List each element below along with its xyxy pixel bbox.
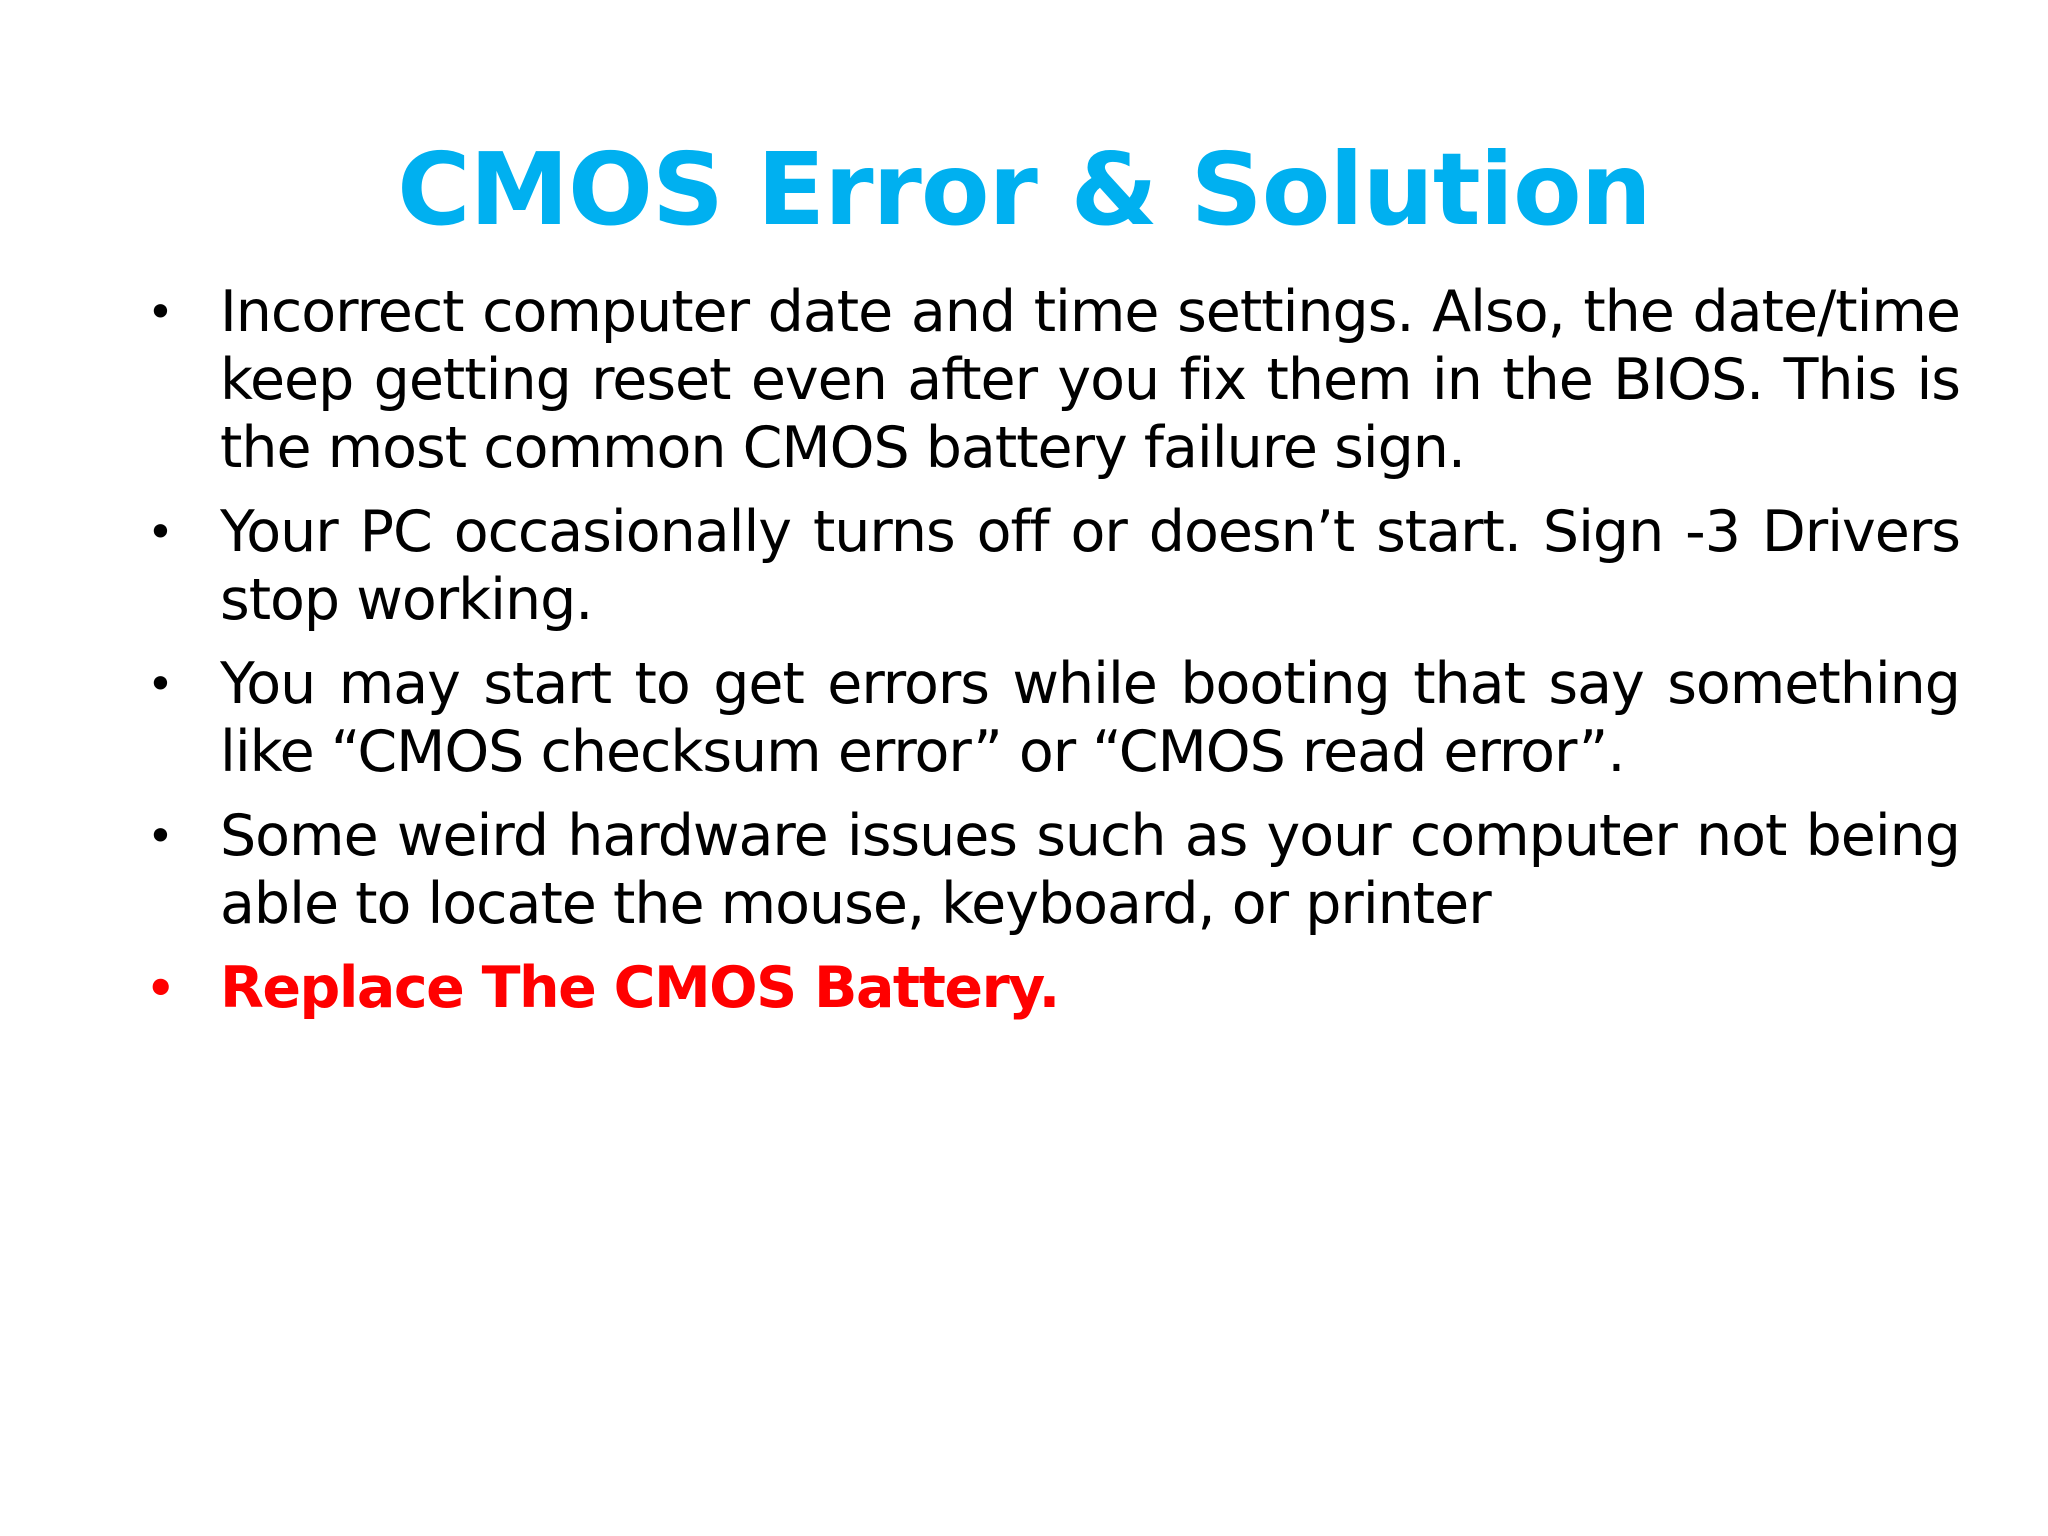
bullet-item-pc-turns-off: [140, 498, 1960, 634]
bullet-text: You may start to get errors while booting that say something like “CMOS checksum error” or “CMOS read error”.: [220, 651, 1960, 785]
bullet-list: [140, 278, 1960, 1038]
bullet-item-boot-errors: [140, 650, 1960, 786]
bullet-item-hardware-issues: [140, 802, 1960, 938]
bullet-text: Some weird hardware issues such as your computer not being able to locate the mouse, keyboard, or printer: [220, 803, 1960, 937]
bullet-icon: •: [146, 505, 174, 559]
bullet-text: Your PC occasionally turns off or doesn’t start. Sign -3 Drivers stop working.: [220, 499, 1960, 633]
bullet-item-solution: [140, 954, 1960, 1022]
bullet-icon: •: [146, 961, 174, 1015]
bullet-item-date-time: [140, 278, 1960, 482]
bullet-icon: •: [146, 809, 174, 863]
slide-title: CMOS Error & Solution: [397, 131, 1651, 248]
bullet-icon: •: [146, 657, 174, 711]
solution-text: Replace The CMOS Battery.: [220, 955, 1059, 1021]
bullet-text: Incorrect computer date and time settings. Also, the date/time keep getting reset even after you fix them in the BIOS. This is the most common CMOS battery failure sign.: [220, 279, 1960, 481]
bullet-icon: •: [146, 285, 174, 339]
